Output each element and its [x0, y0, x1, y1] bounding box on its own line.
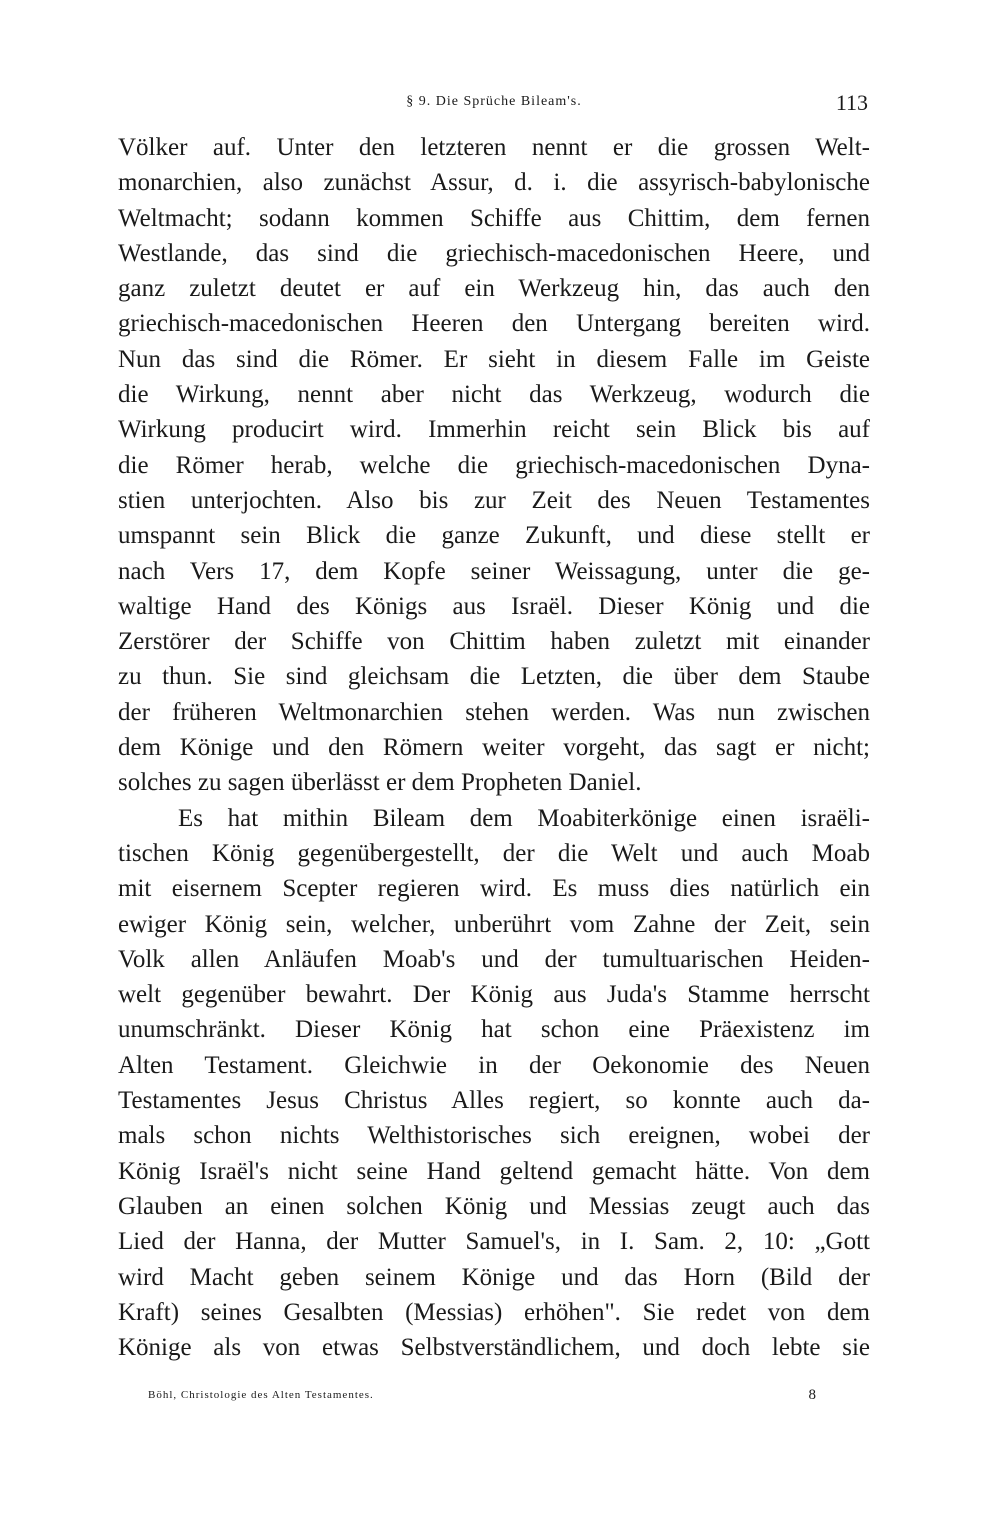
text-line: wird Macht geben seinem Könige und das Horn (Bild der: [118, 1263, 870, 1291]
text-line: nach Vers 17, dem Kopfe seiner Weissagung, unter die ge-: [118, 557, 870, 585]
text-line: der früheren Weltmonarchien stehen werden. Was nun zwischen: [118, 698, 870, 726]
text-line: Zerstörer der Schiffe von Chittim haben zuletzt mit einander: [118, 628, 870, 656]
signature-line: Böhl, Christologie des Alten Testamentes.: [148, 1389, 374, 1401]
text-line: Nun das sind die Römer. Er sieht in diesem Falle im Geiste: [118, 345, 870, 373]
text-line: mals schon nichts Welthistorisches sich ereignen, wobei der: [118, 1122, 870, 1150]
text-line: Es hat mithin Bileam dem Moabiterkönige einen israëli-: [178, 804, 870, 832]
running-head: [120, 90, 868, 114]
text-line: dem Könige und den Römern weiter vorgeht, das sagt er nicht;: [118, 734, 870, 762]
running-title: § 9. Die Sprüche Bileam's.: [406, 94, 582, 109]
text-line: Kraft) seines Gesalbten (Messias) erhöhen". Sie redet von dem: [118, 1298, 870, 1326]
text-line: griechisch-macedonischen Heeren den Untergang bereiten wird.: [118, 310, 870, 338]
text-line: solches zu sagen überlässt er dem Propheten Daniel.: [118, 769, 642, 797]
body-text: [118, 130, 870, 1365]
text-line: unumschränkt. Dieser König hat schon eine Präexistenz im: [118, 1016, 870, 1044]
text-line: Glauben an einen solchen König und Messias zeugt auch das: [118, 1192, 870, 1220]
text-line: ganz zuletzt deutet er auf ein Werkzeug hin, das auch den: [118, 275, 870, 303]
text-line: König Israël's nicht seine Hand geltend gemacht hätte. Von dem: [118, 1157, 870, 1185]
text-line: Weltmacht; sodann kommen Schiffe aus Chittim, dem fernen: [118, 204, 870, 232]
text-line: Westlande, das sind die griechisch-macedonischen Heere, und: [118, 239, 870, 267]
paragraph-1: [118, 130, 870, 801]
text-line: stien unterjochten. Also bis zur Zeit des Neuen Testamentes: [118, 486, 870, 514]
text-line: die Wirkung, nennt aber nicht das Werkzeug, wodurch die: [118, 381, 870, 409]
text-line: die Römer herab, welche die griechisch-macedonischen Dyna-: [118, 451, 870, 479]
text-line: ewiger König sein, welcher, unberührt vom Zahne der Zeit, sein: [118, 910, 870, 938]
text-line: Testamentes Jesus Christus Alles regiert, so konnte auch da-: [118, 1087, 870, 1115]
text-line: umspannt sein Blick die ganze Zukunft, und diese stellt er: [118, 522, 870, 550]
text-line: mit eisernem Scepter regieren wird. Es muss dies natürlich ein: [118, 875, 870, 903]
sheet-number: 8: [808, 1387, 816, 1403]
text-line: monarchien, also zunächst Assur, d. i. die assyrisch-babylonische: [118, 169, 870, 197]
paragraph-2: [118, 801, 870, 1366]
page-number: 113: [835, 90, 868, 115]
text-line: Wirkung producirt wird. Immerhin reicht sein Blick bis auf: [118, 416, 870, 444]
text-line: waltige Hand des Königs aus Israël. Dieser König und die: [118, 592, 870, 620]
text-line: Alten Testament. Gleichwie in der Oekonomie des Neuen: [118, 1051, 870, 1079]
text-line: Lied der Hanna, der Mutter Samuel's, in I. Sam. 2, 10: „Gott: [118, 1228, 870, 1256]
text-line: tischen König gegenübergestellt, der die Welt und auch Moab: [118, 839, 870, 867]
footer: [148, 1389, 816, 1409]
text-line: Volk allen Anläufen Moab's und der tumultuarischen Heiden-: [118, 945, 870, 973]
text-line: zu thun. Sie sind gleichsam die Letzten, die über dem Staube: [118, 663, 870, 691]
text-line: Völker auf. Unter den letzteren nennt er die grossen Welt-: [118, 134, 870, 161]
text-line: welt gegenüber bewahrt. Der König aus Juda's Stamme herrscht: [118, 981, 870, 1009]
text-line: Könige als von etwas Selbstverständlichem, und doch lebte sie: [118, 1334, 870, 1362]
